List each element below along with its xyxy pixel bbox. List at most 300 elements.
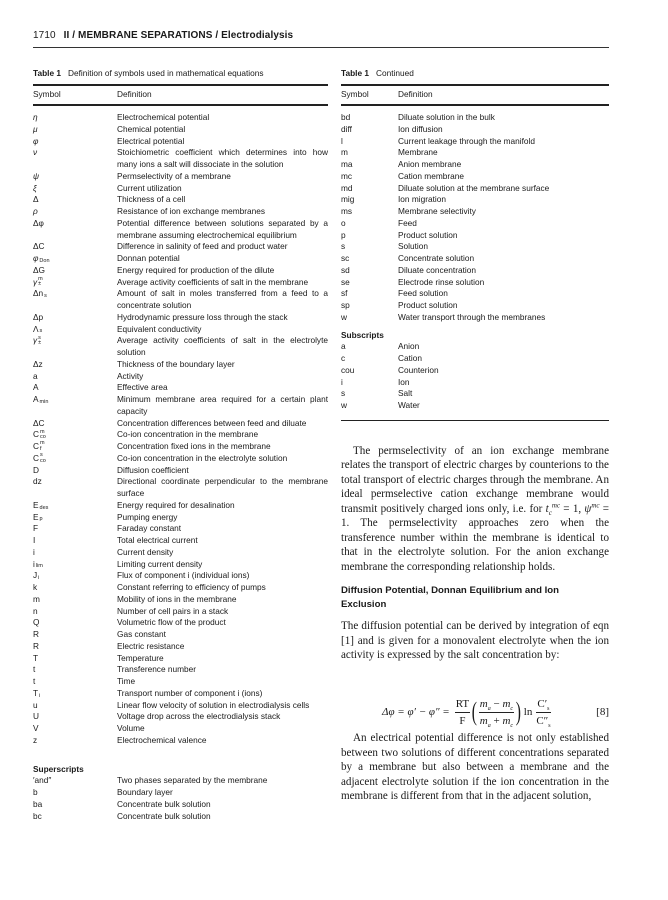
symbol: Δz	[33, 358, 43, 369]
definition: Product solution	[398, 229, 458, 240]
col-symbol: Symbol	[341, 89, 369, 99]
symbol: C	[33, 452, 39, 463]
symbol-cell	[33, 512, 117, 524]
symbol-cell	[341, 218, 398, 230]
symbol-cell	[33, 359, 117, 371]
definition: Current density	[117, 546, 174, 557]
eq-frac-num: RT	[455, 697, 470, 713]
symbol-cell	[341, 171, 398, 183]
table-row	[33, 206, 328, 218]
symbol: J	[33, 570, 38, 581]
definition: Electrochemical valence	[117, 734, 207, 745]
script	[40, 500, 49, 511]
symbol-cell	[33, 535, 117, 547]
left-table-header	[33, 89, 328, 101]
symbol-cell	[33, 582, 117, 594]
table-row	[341, 124, 609, 136]
subscript: co	[40, 457, 46, 464]
section-heading: Subscripts	[341, 329, 384, 340]
m: m	[479, 714, 488, 727]
table-row	[33, 288, 328, 312]
table-row	[33, 453, 328, 465]
superscript: m	[38, 275, 43, 282]
sub: c	[548, 509, 552, 518]
table-row	[33, 535, 328, 547]
symbol-cell	[33, 629, 117, 641]
symbol: Q	[33, 617, 40, 628]
symbol-cell	[33, 441, 117, 453]
symbol-cell	[341, 241, 398, 253]
eq-paren-num	[479, 697, 514, 713]
symbol: R	[33, 640, 39, 651]
symbol-cell	[33, 312, 117, 324]
symbol: sc	[341, 253, 350, 263]
symbol: u	[33, 699, 38, 710]
symbol: E	[33, 511, 39, 522]
table-header-rule	[33, 104, 328, 106]
subscript: ±	[38, 340, 42, 347]
eq-c-den	[536, 713, 550, 728]
subscript: f	[40, 445, 42, 452]
table-row	[33, 799, 328, 811]
subscript: s	[44, 293, 47, 300]
col-definition: Definition	[117, 89, 152, 99]
text: = 1. The permselectivity approaches zero when the transference number within the membrane is identical to that in the electrolyte solution. For the anion exchange membrane the corresponding relationship holds.	[341, 502, 610, 573]
table-caption: Definition of symbols used in mathematical equations	[67, 68, 264, 78]
table-row	[33, 429, 328, 441]
definition: Average activity coefficients of salt in the membrane	[117, 276, 309, 287]
symbol-cell	[33, 136, 117, 148]
symbol-cell	[341, 400, 398, 412]
running-header	[33, 30, 293, 41]
symbol-cell	[33, 253, 117, 265]
right-table-body	[341, 112, 609, 412]
left-paren: (	[471, 697, 478, 727]
table-row	[341, 241, 609, 253]
symbol-cell	[341, 300, 398, 312]
table-row	[341, 171, 609, 183]
eq-lhs: Δφ = φ′ − φ″ =	[382, 706, 450, 719]
table-row	[33, 582, 328, 594]
symbol: i	[33, 546, 35, 557]
definition: Resistance of ion exchange membranes	[117, 206, 266, 216]
symbol: γ	[33, 276, 38, 287]
symbol: A	[33, 382, 39, 393]
definition: Membrane	[398, 147, 438, 158]
table-row	[341, 136, 609, 148]
symbol-cell	[341, 277, 398, 289]
definition: Effective area	[117, 382, 168, 393]
superscript: m	[40, 428, 45, 435]
script	[40, 453, 46, 464]
table-row	[33, 418, 328, 430]
col-symbol: Symbol	[33, 89, 61, 99]
symbol: C	[33, 429, 39, 440]
definition: Permselectivity of a membrane	[117, 170, 231, 181]
symbol-cell	[341, 206, 398, 218]
definition: Transport number of component i (ions)	[117, 687, 263, 698]
definition: Energy required for desalination	[117, 499, 235, 510]
definition: Thickness of the boundary layer	[117, 358, 235, 369]
definition: Hydrodynamic pressure loss through the stack	[117, 311, 288, 322]
symbol: I	[33, 535, 36, 545]
symbol-cell	[33, 453, 117, 465]
symbol-cell	[33, 371, 117, 383]
definition: Average activity coefficients of salt in the electrolyte solution	[117, 335, 328, 357]
table-row	[33, 359, 328, 371]
symbol-cell	[33, 775, 117, 787]
subscript: lim	[35, 563, 43, 570]
symbol: A	[33, 394, 39, 404]
script	[40, 512, 43, 523]
equation-number: [8]	[596, 706, 609, 719]
table-top-rule	[33, 84, 328, 86]
table-row	[341, 159, 609, 171]
symbol-cell	[341, 136, 398, 148]
script	[44, 289, 47, 300]
eq-c-num	[536, 697, 550, 713]
table-label: Table 1	[341, 68, 369, 78]
sub: s	[547, 706, 550, 713]
table-row	[341, 377, 609, 389]
table-row	[33, 335, 328, 359]
definition: Electrical potential	[117, 135, 185, 146]
definition: Constant referring to efficiency of pumps	[117, 582, 266, 592]
symbol: E	[33, 499, 39, 510]
subscript: min	[39, 398, 49, 405]
symbol: Λ	[33, 323, 39, 334]
symbol-cell	[341, 353, 398, 365]
sub: s	[548, 723, 551, 730]
table-row	[341, 206, 609, 218]
subscript: Don	[39, 257, 50, 264]
definition: Electrode rinse solution	[398, 276, 485, 287]
subscript: des	[39, 504, 49, 511]
c: C″	[536, 714, 549, 727]
symbol: ′and″	[33, 775, 52, 786]
symbol-cell	[33, 277, 117, 289]
symbol-cell	[33, 394, 117, 418]
definition: Volumetric flow of the product	[117, 617, 226, 628]
script	[38, 277, 43, 288]
symbol-cell	[33, 606, 117, 618]
definition: Thickness of a cell	[117, 194, 186, 205]
table-row	[33, 136, 328, 148]
symbol: ms	[341, 206, 353, 216]
definition: Difference in salinity of feed and product water	[117, 241, 288, 252]
symbol-cell	[33, 147, 117, 171]
definition: Amount of salt in moles transferred from a feed to a concentrate solution	[117, 288, 328, 310]
definition: Co-ion concentration in the membrane	[117, 429, 259, 440]
definition: Electrochemical potential	[117, 112, 210, 122]
symbol: ν	[33, 147, 38, 158]
definition: Diluate solution at the membrane surface	[398, 182, 550, 193]
symbol: R	[33, 629, 39, 639]
symbol: c	[341, 353, 346, 363]
table-row	[33, 382, 328, 394]
symbol: φ	[33, 135, 39, 146]
script	[39, 253, 49, 264]
symbol-cell	[341, 253, 398, 265]
eq-fraction-conc	[536, 697, 550, 728]
symbol: V	[33, 723, 39, 733]
symbol-cell	[33, 183, 117, 195]
definition: Linear flow velocity of solution in electrodialysis cells	[117, 699, 310, 710]
symbol: bc	[33, 810, 42, 821]
symbol: C	[33, 441, 39, 451]
symbol-cell	[33, 723, 117, 735]
symbol-cell	[33, 799, 117, 811]
table-row	[341, 194, 609, 206]
symbol: D	[33, 464, 39, 475]
table-row	[33, 183, 328, 195]
sub: a	[487, 723, 491, 730]
table-row	[341, 253, 609, 265]
symbol: mig	[341, 194, 355, 205]
symbol-cell	[341, 183, 398, 195]
table-row	[33, 688, 328, 700]
table-row	[33, 787, 328, 799]
definition: Electric resistance	[117, 640, 185, 651]
symbol-cell	[33, 735, 117, 747]
table-row	[33, 700, 328, 712]
symbol-cell	[341, 147, 398, 159]
symbol: sd	[341, 264, 350, 275]
definition: Anion	[398, 341, 420, 352]
symbol-cell	[33, 711, 117, 723]
table-row	[33, 241, 328, 253]
left-table-title	[33, 68, 264, 78]
script	[38, 571, 40, 582]
table-row	[341, 288, 609, 300]
table-row	[33, 171, 328, 183]
table-bottom-rule	[341, 420, 609, 421]
subscript: co	[40, 434, 46, 441]
symbol-cell	[33, 476, 117, 500]
symbol-cell	[341, 265, 398, 277]
definition: Minimum membrane area required for a certain plant capacity	[117, 394, 328, 416]
superscript: s	[38, 334, 41, 341]
symbol-cell	[33, 811, 117, 823]
table-row	[33, 559, 328, 571]
symbol: sf	[341, 288, 348, 299]
paragraph-diffusion	[341, 619, 609, 662]
symbol: γ	[33, 335, 38, 346]
right-column-text	[341, 444, 609, 804]
symbol: s	[341, 241, 346, 252]
script	[40, 324, 43, 335]
script	[40, 441, 45, 452]
table-top-rule	[341, 84, 609, 86]
symbol-cell	[341, 112, 398, 124]
subscript: s	[39, 328, 43, 335]
table-row	[33, 653, 328, 665]
definition: Potential difference between solutions separated by a membrane assuming electrochemical equilibrium	[117, 217, 328, 240]
definition: Diffusion coefficient	[117, 464, 189, 475]
table-row	[341, 388, 609, 400]
definition: Cation membrane	[398, 170, 464, 181]
definition: Co-ion concentration in the electrolyte solution	[117, 452, 288, 463]
sup: mc	[591, 501, 600, 510]
symbol: k	[33, 582, 38, 592]
table-row	[341, 353, 609, 365]
definition: Concentrate solution	[398, 253, 475, 263]
definition: Ion migration	[398, 194, 446, 205]
symbol-cell	[33, 288, 117, 312]
symbol-cell	[33, 653, 117, 665]
table-row	[33, 570, 328, 582]
symbol-cell	[341, 388, 398, 400]
definition: Mobility of ions in the membrane	[117, 593, 237, 604]
col-definition: Definition	[398, 89, 433, 99]
section-heading: Diffusion Potential, Donnan Equilibrium and Ion Exclusion	[341, 585, 559, 610]
symbol: n	[33, 605, 38, 616]
definition: Concentrate bulk solution	[117, 798, 211, 809]
definition: Counterion	[398, 364, 439, 375]
symbol: ma	[341, 159, 353, 169]
symbol-cell	[341, 288, 398, 300]
definition: Volume	[117, 723, 145, 733]
table-row	[33, 500, 328, 512]
table-row	[33, 512, 328, 524]
symbol-cell	[33, 382, 117, 394]
left-table-body	[33, 112, 328, 822]
table-row	[33, 723, 328, 735]
definition: Two phases separated by the membrane	[117, 775, 268, 786]
definition: Gas constant	[117, 629, 166, 639]
symbol: w	[341, 311, 347, 322]
symbol: m	[33, 593, 40, 604]
subscript: i	[39, 692, 41, 699]
symbol: se	[341, 276, 350, 287]
table-row	[33, 676, 328, 688]
symbol-cell	[341, 194, 398, 206]
c: C′	[537, 697, 548, 710]
symbol-cell	[33, 418, 117, 430]
symbol-cell	[33, 641, 117, 653]
text: The diffusion potential can be derived by integration of eqn [1] and is given for a monovalent electrolyte when the ion activity is expressed by the salt concentration by:	[341, 620, 609, 661]
table-row	[33, 641, 328, 653]
symbol: ΔC	[33, 417, 45, 428]
symbol-cell	[341, 377, 398, 389]
symbol-cell	[33, 429, 117, 441]
symbol-cell	[33, 241, 117, 253]
symbol: U	[33, 711, 39, 722]
table-row	[341, 147, 609, 159]
definition: Transference number	[117, 664, 197, 675]
symbol: a	[33, 370, 38, 381]
definition: Feed solution	[398, 288, 448, 299]
symbol: ξ	[33, 182, 37, 193]
definition: Total electrical current	[117, 535, 198, 545]
symbol: Δφ	[33, 217, 44, 228]
definition: Number of cell pairs in a stack	[117, 605, 229, 616]
script	[38, 336, 41, 347]
sup: mc	[551, 501, 561, 510]
symbol-cell	[33, 124, 117, 136]
table-row	[33, 617, 328, 629]
plus: +	[490, 714, 503, 727]
m: m	[502, 697, 511, 710]
symbol: i	[33, 558, 35, 569]
page-number: 1710	[33, 30, 56, 41]
definition: Anion membrane	[398, 159, 462, 169]
symbol: ΔG	[33, 264, 45, 275]
symbol-cell	[341, 124, 398, 136]
definition: Membrane selectivity	[398, 206, 476, 216]
table-row	[33, 277, 328, 289]
definition: Pumping energy	[117, 511, 178, 522]
paragraph-permselectivity	[341, 444, 609, 574]
definition: Concentration fixed ions in the membrane	[117, 441, 271, 451]
symbol-cell	[33, 194, 117, 206]
minus: −	[490, 697, 503, 710]
eq-fraction-mobility	[479, 697, 514, 728]
table-row	[33, 476, 328, 500]
table-row	[33, 394, 328, 418]
symbol: i	[341, 376, 343, 387]
symbol: ψ	[33, 170, 40, 181]
definition: Equivalent conductivity	[117, 323, 202, 334]
definition: Current utilization	[117, 182, 182, 193]
definition: Ion	[398, 376, 410, 387]
symbol: cou	[341, 364, 355, 375]
table-row	[341, 400, 609, 412]
table-row	[33, 265, 328, 277]
table-caption: Continued	[375, 68, 414, 78]
equation-8	[341, 695, 609, 729]
symbol-cell	[33, 335, 117, 359]
m: m	[479, 697, 488, 710]
definition: Ion diffusion	[398, 123, 443, 134]
symbol-cell	[33, 559, 117, 571]
symbol: dz	[33, 476, 42, 487]
symbol: s	[341, 388, 346, 399]
definition: Diluate solution in the bulk	[398, 112, 495, 122]
symbol-cell	[33, 206, 117, 218]
definition: Activity	[117, 370, 144, 381]
symbol-cell	[341, 365, 398, 377]
definition: Chemical potential	[117, 123, 186, 134]
script	[36, 559, 43, 570]
right-table-title	[341, 68, 414, 78]
symbol: bd	[341, 112, 351, 122]
symbol-cell	[33, 171, 117, 183]
table-row	[33, 371, 328, 383]
definition: Flux of component i (individual ions)	[117, 570, 250, 581]
spacer	[33, 747, 328, 758]
sub: c	[510, 706, 514, 713]
table-row	[33, 124, 328, 136]
eq-frac-den: F	[459, 714, 466, 727]
symbol-psi: ψ	[584, 502, 592, 515]
symbol: l	[341, 135, 343, 146]
symbol: η	[33, 112, 38, 122]
symbol-cell	[341, 341, 398, 353]
m: m	[502, 714, 511, 727]
superscript: s	[40, 452, 43, 459]
eq-ln: ln	[523, 706, 533, 719]
table-row	[341, 112, 609, 124]
symbol: z	[33, 734, 38, 745]
symbol: ρ	[33, 206, 38, 216]
symbol: ΔC	[33, 241, 45, 252]
symbol-cell	[341, 312, 398, 324]
definition: Temperature	[117, 652, 164, 663]
table-row	[341, 312, 609, 324]
running-title: II / MEMBRANE SEPARATIONS / Electrodialysis	[63, 30, 294, 41]
table-row	[341, 265, 609, 277]
